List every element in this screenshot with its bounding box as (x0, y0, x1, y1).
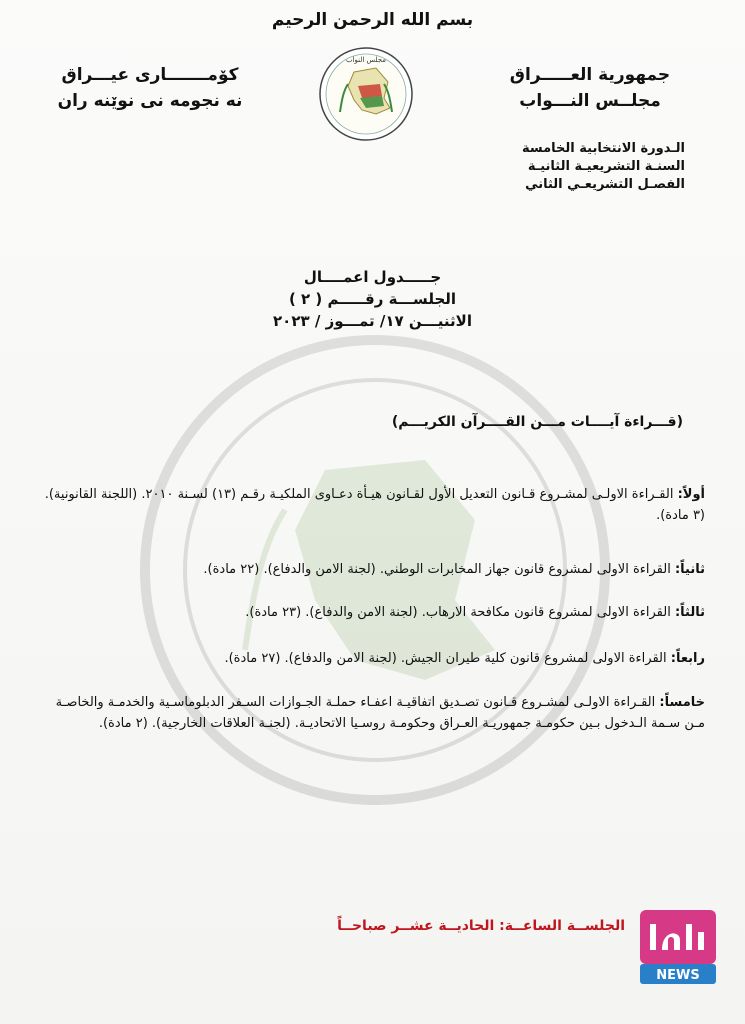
header-right-line2: مجلــس النـــواب (519, 91, 661, 111)
session-info-line1: الـدورة الانتخابية الخامسة (522, 141, 685, 156)
basmala: بسم الله الرحمن الرحيم (271, 10, 474, 30)
quran-reading: (قـــراءة آيــــات مـــن القــــرآن الكريـــم) (391, 414, 683, 430)
alnoor-news-logo-icon (640, 910, 716, 984)
agenda-heading (0, 266, 745, 332)
agenda-item (37, 692, 705, 734)
header-right-line1: جمهورية العـــــراق (509, 65, 671, 85)
agenda-item-label: ثانياً: (674, 562, 705, 577)
session-info-line2: السنـة التشريعيـة الثانيـة (527, 159, 685, 174)
news-badge-label: NEWS (656, 968, 700, 983)
agenda-title: جـــــدول اعمــــال (303, 268, 442, 286)
agenda-item-text: القراءة الاولى لمشروع قانون كلية طيران الجيش. (لجنة الامن والدفاع). (٢٧ مادة). (224, 651, 667, 666)
agenda-item (37, 602, 705, 623)
agenda-item-text: القراءة الاولى لمشروع قانون مكافحة الارهاب. (لجنة الامن والدفاع). (٢٣ مادة). (245, 605, 671, 620)
session-time: الجلســة الساعــة: الحاديــة عشــر صباحــاً (337, 918, 625, 934)
logo-text: مجلس النواب (345, 56, 387, 64)
header-right (495, 62, 685, 114)
session-info-line3: الفصـل التشريعـي الثاني (525, 177, 685, 192)
agenda-item (37, 484, 705, 526)
header-left-line2: نه نجومه نى نوێنه ران (57, 91, 243, 111)
header-left (50, 62, 250, 114)
agenda-item-label: خامساً: (659, 695, 705, 710)
header-left-line1: كۆمـــــــارى عيـــراق (61, 65, 239, 85)
agenda-item-label: رابعاً: (670, 651, 705, 666)
agenda-item (37, 559, 705, 580)
agenda-item-label: ثالثاً: (674, 605, 705, 620)
agenda-date: الاثنيـــن ١٧/ تمـــوز / ٢٠٢٣ (273, 312, 472, 330)
agenda-item (37, 648, 705, 669)
agenda-item-text: القراءة الاولى لمشروع قانون جهاز المخابرات الوطني. (لجنة الامن والدفاع). (٢٢ مادة). (203, 562, 671, 577)
agenda-item-label: أولاً: (677, 487, 705, 502)
agenda-item-text: القـراءة الاولـى لمشـروع قـانون تصـديق اتفاقيـة اعفـاء حملـة الجـوازات السـفر الدبلوماسـية والخدمـة والخاصـة مـن سـمة الـدخول بـين حكومـة جمهوريـة العـراق وحكومـة روسـيا الاتحاديـة. (لجنـة العلاقات الخارجية). (٢ مادة). (55, 695, 705, 731)
agenda-item-text: القـراءة الاولـى لمشـروع قـانون التعديل الأول لقـانون هيـأة دعـاوى الملكيـة رقـم (١٣) لسـنة ٢٠١٠. (اللجنة القانونية). (٣ مادة). (44, 487, 705, 523)
agenda-session: الجلســـة رقـــــم ( ٢ ) (288, 290, 457, 308)
session-info (485, 140, 685, 194)
iraq-parliament-seal-icon (318, 46, 414, 142)
